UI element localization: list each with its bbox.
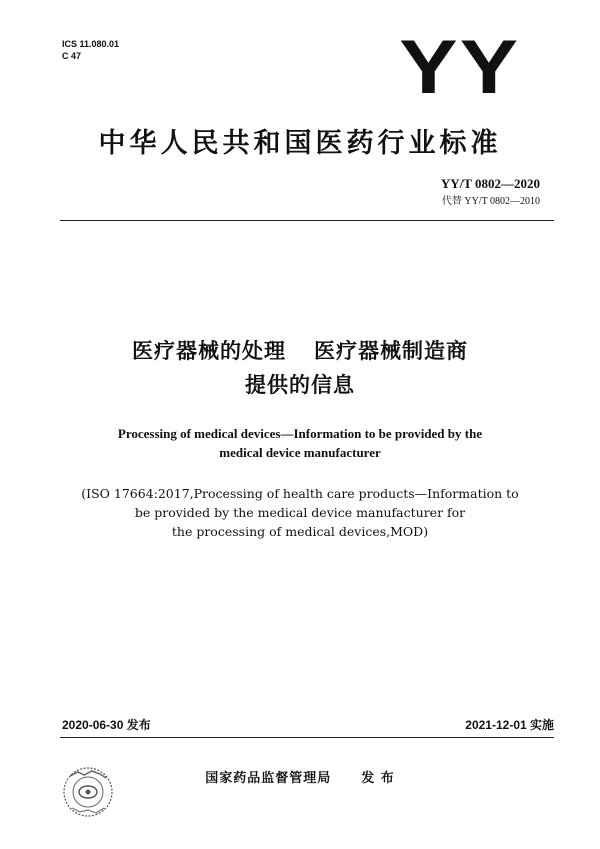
- issuer-name: 国家药品监督管理局: [205, 771, 332, 786]
- english-title-line-1: Processing of medical devices—Information to be provided by the: [117, 426, 483, 441]
- iso-reference-line-3: the processing of medical devices,MOD): [171, 524, 429, 539]
- publish-date: 2020-06-30 发布: [62, 718, 151, 732]
- iso-reference-line-1: (ISO 17664:2017,Processing of health care products—Information to: [81, 486, 519, 501]
- issuer-action: 发 布: [361, 771, 395, 786]
- standard-category-title: 中华人民共和国医药行业标准: [98, 128, 502, 159]
- english-title-line-2: medical device manufacturer: [219, 445, 381, 460]
- classification-codes: [62, 38, 119, 62]
- issuing-authority: [0, 767, 600, 786]
- yy-logo: YY: [398, 25, 520, 110]
- top-divider: [60, 220, 554, 221]
- ics-code: ICS 11.080.01: [62, 39, 120, 49]
- bottom-divider: [60, 737, 554, 738]
- chinese-title-line-1: [0, 334, 600, 368]
- standard-number: YY/T 0802—2020: [440, 176, 540, 191]
- chinese-title-part-2: 医疗器械制造商: [314, 339, 468, 363]
- chinese-title: [0, 334, 600, 402]
- english-title: [60, 424, 540, 462]
- iso-reference: [60, 484, 540, 541]
- chinese-title-part-1: 医疗器械的处理: [132, 339, 286, 363]
- implement-date: 2021-12-01 实施: [465, 718, 554, 732]
- replaced-standard: 代替 YY/T 0802—2010: [441, 196, 540, 207]
- iso-reference-line-2: be provided by the medical device manufacturer for: [134, 505, 466, 520]
- chinese-title-line-2: 提供的信息: [245, 373, 355, 397]
- ccs-code: C 47: [62, 51, 82, 61]
